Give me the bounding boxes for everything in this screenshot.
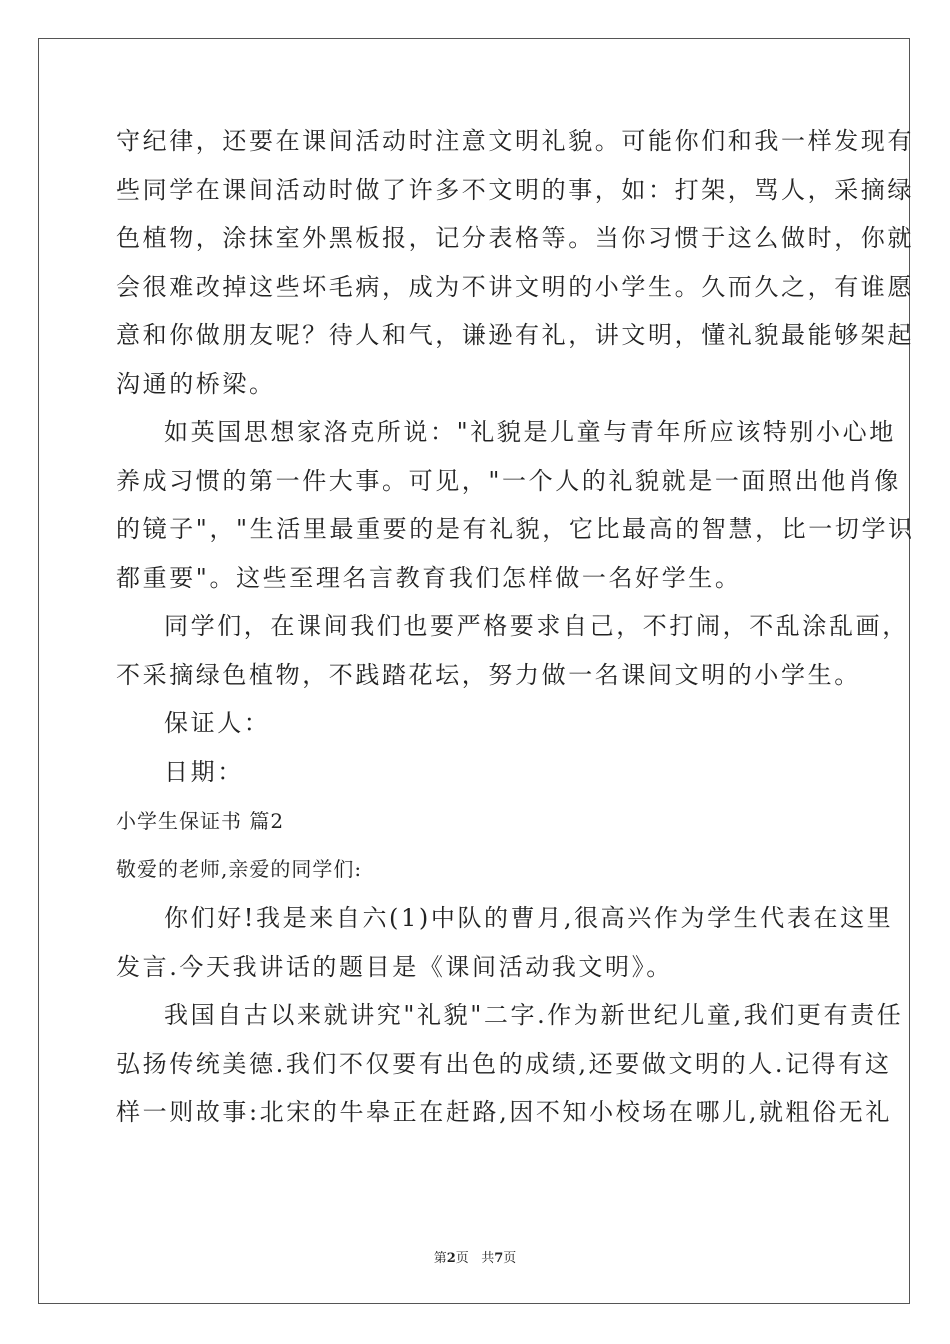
paragraph-line: 你们好!我是来自六(1)中队的曹月,很高兴作为学生代表在这里	[164, 904, 894, 932]
paragraph-line: 发言.今天我讲话的题目是《课间活动我文明》。	[116, 953, 673, 981]
paragraph-line: 守纪律，还要在课间活动时注意文明礼貌。可能你们和我一样发现有	[116, 127, 914, 155]
paragraph-line: 沟通的桥梁。	[116, 370, 276, 398]
footer-page-number: 2	[446, 1251, 456, 1266]
guarantor-label: 保证人：	[164, 709, 271, 737]
paragraph-line: 色植物，涂抹室外黑板报，记分表格等。当你习惯于这么做时，你就	[116, 224, 914, 252]
paragraph-line: 的镜子"，"生活里最重要的是有礼貌，它比最高的智慧，比一切学识	[116, 515, 915, 543]
paragraph-line: 弘扬传统美德.我们不仅要有出色的成绩,还要做文明的人.记得有这	[116, 1050, 892, 1078]
paragraph-line: 我国自古以来就讲究"礼貌"二字.作为新世纪儿童,我们更有责任	[164, 1001, 904, 1029]
section-title: 小学生保证书 篇2	[116, 809, 285, 833]
footer-page-prefix: 第	[433, 1251, 447, 1266]
paragraph-line: 样一则故事:北宋的牛皋正在赶路,因不知小校场在哪儿,就粗俗无礼	[116, 1098, 892, 1126]
paragraph-line: 会很难改掉这些坏毛病，成为不讲文明的小学生。久而久之，有谁愿	[116, 273, 914, 301]
footer-page-suffix: 页	[455, 1251, 469, 1266]
paragraph-line: 不采摘绿色植物，不践踏花坛，努力做一名课间文明的小学生。	[116, 661, 861, 689]
footer-total-prefix: 共	[481, 1251, 495, 1266]
paragraph-line: 些同学在课间活动时做了许多不文明的事，如：打架，骂人，采摘绿	[116, 176, 914, 204]
paragraph-line: 同学们，在课间我们也要严格要求自己，不打闹，不乱涂乱画，	[164, 612, 909, 640]
date-label: 日期：	[164, 758, 244, 786]
footer-total-suffix: 页	[503, 1251, 517, 1266]
salutation: 敬爱的老师,亲爱的同学们:	[116, 857, 363, 881]
paragraph-line: 都重要"。这些至理名言教育我们怎样做一名好学生。	[116, 564, 742, 592]
paragraph-line: 意和你做朋友呢？待人和气，谦逊有礼，讲文明，懂礼貌最能够架起	[116, 321, 914, 349]
footer-total-pages: 7	[494, 1251, 504, 1266]
paragraph-line: 养成习惯的第一件大事。可见，"一个人的礼貌就是一面照出他肖像	[116, 467, 902, 495]
paragraph-line: 如英国思想家洛克所说："礼貌是儿童与青年所应该特别小心地	[164, 418, 896, 446]
page-footer	[0, 1247, 950, 1266]
